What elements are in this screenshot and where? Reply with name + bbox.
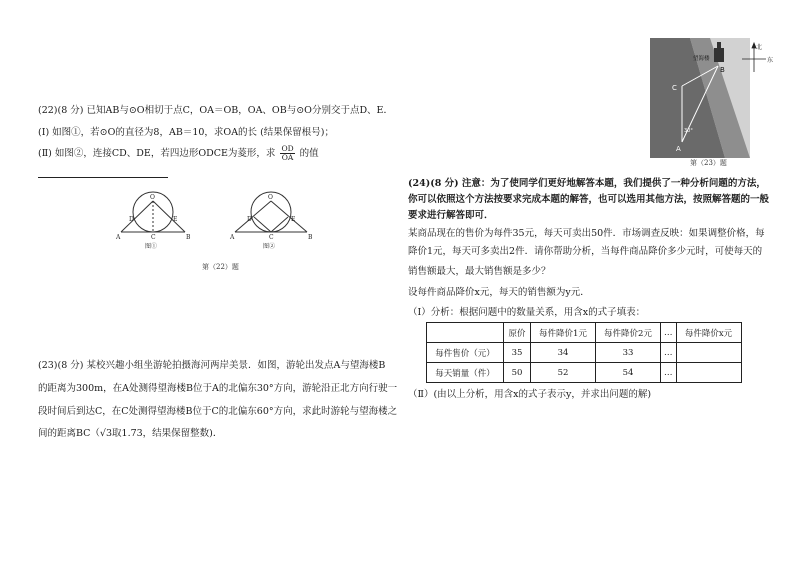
label-D1: D [129,216,134,223]
q24-p3: 销售额最大，最大销售额是多少？ [408,266,551,277]
table-row [427,343,742,363]
q24-p2: 降价1元，每天可多卖出2件．请你帮助分析，当每件商品降价多少元时，可使每天的 [408,246,763,257]
q23-caption: 第（23）题 [690,159,727,167]
label-O2: O [268,194,273,201]
point-C: C [672,84,677,92]
table-header-cell: 每件降价1元 [531,323,596,343]
caption-fig2: 图② [263,243,276,250]
label-C1: C [151,234,156,241]
table-cell: 50 [504,363,531,383]
fraction-numerator: OD [281,144,294,153]
q22-caption: 第（22）题 [202,263,239,271]
q23-line4: 间的距离BC（√3取1.73，结果保留整数)． [38,428,223,439]
answer-blank-line [38,177,168,178]
table-cell: 54 [596,363,661,383]
q23-line3: 段时间后到达C，在C处测得望海楼B位于C的北偏东60°方向，求此时游轮与望海楼之 [38,406,398,417]
fraction-denominator: OA [281,153,294,162]
caption-fig1: 图① [145,243,158,250]
table-cell: … [661,363,677,383]
q24-p1: 某商品现在的售价为每件35元，每天可卖出50件．市场调查反映：如果调整价格，每 [408,228,765,239]
q22-line3-a: (Ⅱ) 如图②，连接CD、DE，若四边形ODCE为菱形，求 [38,148,276,159]
river-map [650,38,775,163]
label-C2: C [269,234,274,241]
table-cell: 34 [531,343,596,363]
table-header-cell: … [661,323,677,343]
label-B2: B [308,234,313,241]
q22-line2: (Ⅰ) 如图①，若⊙O的直径为8，AB＝10，求OA的长 (结果保留根号)； [38,127,334,138]
table-row [427,363,742,383]
table-header-cell: 每件降价2元 [596,323,661,343]
table-header-row [427,323,742,343]
label-A2: A [230,234,235,241]
figure-2-labels [229,194,313,250]
label-O1: O [150,194,155,201]
q24-p6: （Ⅱ）(由以上分析，用含x的式子表示y，并求出问题的解) [408,389,652,400]
q22-line3-b: 的值 [299,148,319,159]
q22-line3 [38,145,319,162]
table-cell: 35 [504,343,531,363]
label-A1: A [116,234,121,241]
east-label: 东 [767,57,774,64]
ratio-fraction [280,145,294,162]
q24-intro1: (24)(8 分) 注意：为了使同学们更好地解答本题，我们提供了一种分析问题的方法， [408,178,766,189]
label-D2: D [247,216,252,223]
point-A: A [676,145,681,153]
q22-line1: (22)(8 分) 已知AB与⊙O相切于点C，OA＝OB，OA、OB与⊙O分别交于点D、E． [38,105,393,116]
table-cell: … [661,343,677,363]
table-cell [676,343,741,363]
table-header-cell [427,323,504,343]
table-cell: 52 [531,363,596,383]
q24-intro2: 你可以依照这个方法按要求完成本题的解答，也可以选用其他方法，按照解答题的一般 [408,194,770,205]
table-header-cell: 每件降价x元 [676,323,741,343]
q24-p4: 设每件商品降价x元，每天的销售额为y元． [408,287,590,298]
label-E2: E [291,216,296,223]
building-label: 望海楼 [693,56,710,62]
north-label: 北 [756,44,763,51]
q22-figures [115,190,315,260]
q24-p5: （Ⅰ）分析：根据问题中的数量关系，用含x的式子填表： [408,307,646,318]
q24-intro3: 要求进行解答即可． [408,210,494,221]
table-header-cell: 原价 [504,323,531,343]
angle-label: 30° [684,128,693,134]
label-E1: E [173,216,178,223]
table-row-label: 每件售价（元） [427,343,504,363]
table-row-label: 每天销量（件） [427,363,504,383]
label-B1: B [186,234,191,241]
price-table [426,322,742,383]
q23-line2: 的距离为300m，在A处测得望海楼B位于A的北偏东30°方向，游轮沿正北方向行驶一 [38,383,398,394]
table-cell [676,363,741,383]
q23-line1: (23)(8 分) 某校兴趣小组坐游轮拍摄海河两岸美景．如图，游轮出发点A与望海楼B [38,360,386,371]
table-cell: 33 [596,343,661,363]
point-B: B [720,66,725,74]
